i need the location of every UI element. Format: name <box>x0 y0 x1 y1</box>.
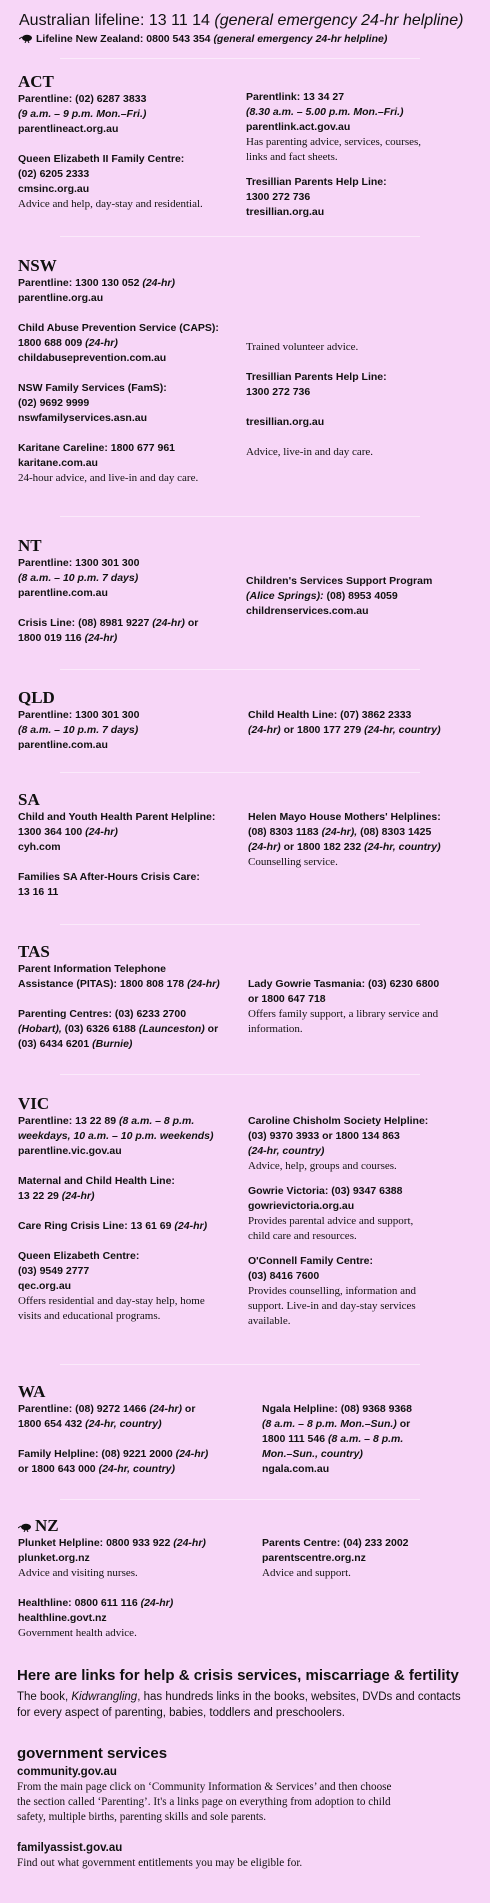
link[interactable]: gowrievictoria.org.au <box>248 1200 355 1212</box>
link[interactable]: parentlink.act.gov.au <box>246 121 351 133</box>
qld-right-column: Child Health Line: (07) 3862 2333 (24-hr) or 1800 177 279 (24-hr, country) <box>248 709 441 736</box>
divider <box>60 516 420 517</box>
section-vic <box>18 1094 474 1327</box>
divider <box>60 669 420 670</box>
section-title: NZ <box>18 1516 474 1535</box>
link[interactable]: parentscentre.org.nz <box>262 1552 366 1564</box>
divider <box>60 1499 420 1500</box>
section-sa <box>18 790 474 898</box>
sa-right-column: Helen Mayo House Mothers' Helplines: (08) 8303 1183 (24-hr), (08) 8303 1425 (24-hr) or 1800 182 232 (24-hr, country) Counselling service. <box>248 811 441 868</box>
act-left-column: Parentline: (02) 6287 3833 (9 a.m. – 9 p.m. Mon.–Fri.) parentlineact.org.au Queen Elizabeth II Family Centre: (02) 6205 2333 cmsinc.org.au Advice and help, day-stay and residential. <box>18 92 243 212</box>
link[interactable]: healthline.govt.nz <box>18 1612 107 1624</box>
tas-right-column: Lady Gowrie Tasmania: (03) 6230 6800 or 1800 647 718 Offers family support, a library service and information. <box>248 978 440 1035</box>
section-act <box>18 72 474 218</box>
section-wa <box>18 1382 474 1475</box>
section-qld <box>18 688 474 751</box>
link[interactable]: karitane.com.au <box>18 457 98 469</box>
links-heading: Here are links for help & crisis services, miscarriage & fertility <box>17 1667 459 1684</box>
lifeline-header <box>19 10 463 47</box>
section-tas <box>18 942 474 1050</box>
nt-left-column: Parentline: 1300 301 300 (8 a.m. – 10 p.m. 7 days) parentline.com.au Crisis Line: (08) 8981 9227 (24-hr) or 1800 019 116 (24-hr) <box>18 556 248 646</box>
section-title: NSW <box>18 256 57 275</box>
nt-right-column: Children's Services Support Program (Alice Springs): (08) 8953 4059 childrenservices.com.au <box>246 574 481 619</box>
kiwi-bird-icon <box>19 34 33 43</box>
divider <box>60 58 420 59</box>
vic-left-column: Parentline: 13 22 89 (8 a.m. – 8 p.m. weekdays, 10 a.m. – 10 p.m. weekends) parentline.vic.gov.au Maternal and Child Health Line: 13 22 29 (24-hr) Care Ring Crisis Line: 13 61 69 (24-hr) Queen Elizabeth Centre: (03) 9549 2777 qec.org.au Offers residential and day-stay help, home visits and educational programs. <box>18 1114 250 1324</box>
link[interactable]: cyh.com <box>18 841 61 853</box>
nz-lifeline: Lifeline New Zealand: 0800 543 354 (general emergency 24-hr helpline) <box>19 31 463 47</box>
nsw-right-column: Trained volunteer advice. Tresillian Parents Help Line: 1300 272 736 tresillian.org.au Advice, live-in and day care. <box>246 340 476 460</box>
divider <box>60 772 420 773</box>
wa-left-column: Parentline: (08) 9272 1466 (24-hr) or 1800 654 432 (24-hr, country) Family Helpline: (08) 9221 2000 (24-hr) or 1800 643 000 (24-hr, country) <box>18 1403 209 1475</box>
link[interactable]: tresillian.org.au <box>246 416 325 428</box>
divider <box>60 236 420 237</box>
links-section: Here are links for help & crisis services, miscarriage & fertility The book, Kidwrangling, has hundreds links in the books, websites, DVDs and contacts for every aspect of parenting, babies, toddlers and preschoolers. <box>17 1666 477 1721</box>
tas-left-column: Parent Information Telephone Assistance (PITAS): 1800 808 178 (24-hr) Parenting Centres: (03) 6233 2700 (Hobart), (03) 6326 6188 (Launceston) or (03) 6434 6201 (Burnie) <box>18 963 220 1050</box>
divider <box>60 1074 420 1075</box>
government-section: government services community.gov.au From the main page click on ‘Community Information & Services’ and then choose the section called ‘Parenting’. It's a links page on everything from adoption to child safety, multiple births, parenting skills and sole parents. familyassist.gov.au Find out what government entitlements you may be eligible for. <box>17 1744 477 1871</box>
link[interactable]: cmsinc.org.au <box>18 183 90 195</box>
nz-left-column: Plunket Helpline: 0800 933 922 (24-hr) plunket.org.nz Advice and visiting nurses. Healthline: 0800 611 116 (24-hr) healthline.govt.nz Government health advice. <box>18 1536 263 1641</box>
link[interactable]: parentline.vic.gov.au <box>18 1145 122 1157</box>
link[interactable]: familyassist.gov.au <box>17 1842 123 1854</box>
section-nz <box>18 1516 474 1639</box>
wa-right-column: Ngala Helpline: (08) 9368 9368 (8 a.m. – 8 p.m. Mon.–Sun.) or 1800 111 546 (8 a.m. – 8 p.m. Mon.–Sun., country) ngala.com.au <box>262 1402 482 1477</box>
link[interactable]: parentlineact.org.au <box>18 123 119 135</box>
link[interactable]: qec.org.au <box>18 1280 72 1292</box>
section-title: WA <box>18 1382 46 1401</box>
government-heading: government services <box>17 1745 168 1762</box>
link[interactable]: nswfamilyservices.asn.au <box>18 412 147 424</box>
divider <box>60 924 420 925</box>
nsw-left-column: Parentline: 1300 130 052 (24-hr) parentline.org.au Child Abuse Prevention Service (CAPS): 1800 688 009 (24-hr) childabuseprevention.com.au NSW Family Services (FamS): (02) 9692 9999 nswfamilyservices.asn.au Karitane Careline: 1800 677 961 karitane.com.au 24-hour advice, and live-in and day care. <box>18 276 248 486</box>
sa-left-column: Child and Youth Health Parent Helpline: 1300 364 100 (24-hr) cyh.com Families SA After-Hours Crisis Care: 13 16 11 <box>18 810 248 900</box>
section-title: QLD <box>18 688 55 707</box>
section-title: SA <box>18 790 40 809</box>
australian-lifeline: Australian lifeline: 13 11 14 (general emergency 24-hr helpline) <box>19 12 464 29</box>
links-paragraph: The book, Kidwrangling, has hundreds links in the books, websites, DVDs and contacts <box>17 1691 461 1703</box>
divider <box>60 1364 420 1365</box>
link[interactable]: childrenservices.com.au <box>246 605 369 617</box>
act-right-column: Parentlink: 13 34 27 (8.30 a.m. – 5.00 p.m. Mon.–Fri.) parentlink.act.gov.au Has parenting advice, services, courses, links and fact sheets. Tresillian Parents Help Line: 1300 272 736 tresillian.org.au <box>246 90 476 220</box>
section-title: VIC <box>18 1094 50 1113</box>
kiwi-bird-icon <box>18 1523 32 1532</box>
link[interactable]: parentline.org.au <box>18 292 104 304</box>
link[interactable]: parentline.com.au <box>18 739 108 751</box>
section-title: NT <box>18 536 42 555</box>
link[interactable]: community.gov.au <box>17 1766 117 1778</box>
section-title: ACT <box>18 72 54 91</box>
section-nsw <box>18 256 474 484</box>
section-title: TAS <box>18 942 50 961</box>
link[interactable]: parentline.com.au <box>18 587 108 599</box>
link[interactable]: tresillian.org.au <box>246 206 325 218</box>
section-nt <box>18 536 474 644</box>
link[interactable]: plunket.org.nz <box>18 1552 90 1564</box>
qld-left-column: Parentline: 1300 301 300 (8 a.m. – 10 p.m. 7 days) parentline.com.au <box>18 708 248 753</box>
vic-right-column: Caroline Chisholm Society Helpline: (03) 9370 3933 or 1800 134 863 (24-hr, country) Advice, help, groups and courses. Gowrie Victoria: (03) 9347 6388 gowrievictoria.org.au Provides parental advice and support, child care and resources. O'Connell Family Centre: (03) 8416 7600 Provides counselling, information and support. Live-in and day-stay services available. <box>248 1114 483 1329</box>
link[interactable]: childabuseprevention.com.au <box>18 352 167 364</box>
link[interactable]: ngala.com.au <box>262 1463 330 1475</box>
nz-right-column: Parents Centre: (04) 233 2002 parentscentre.org.nz Advice and support. <box>262 1536 482 1581</box>
